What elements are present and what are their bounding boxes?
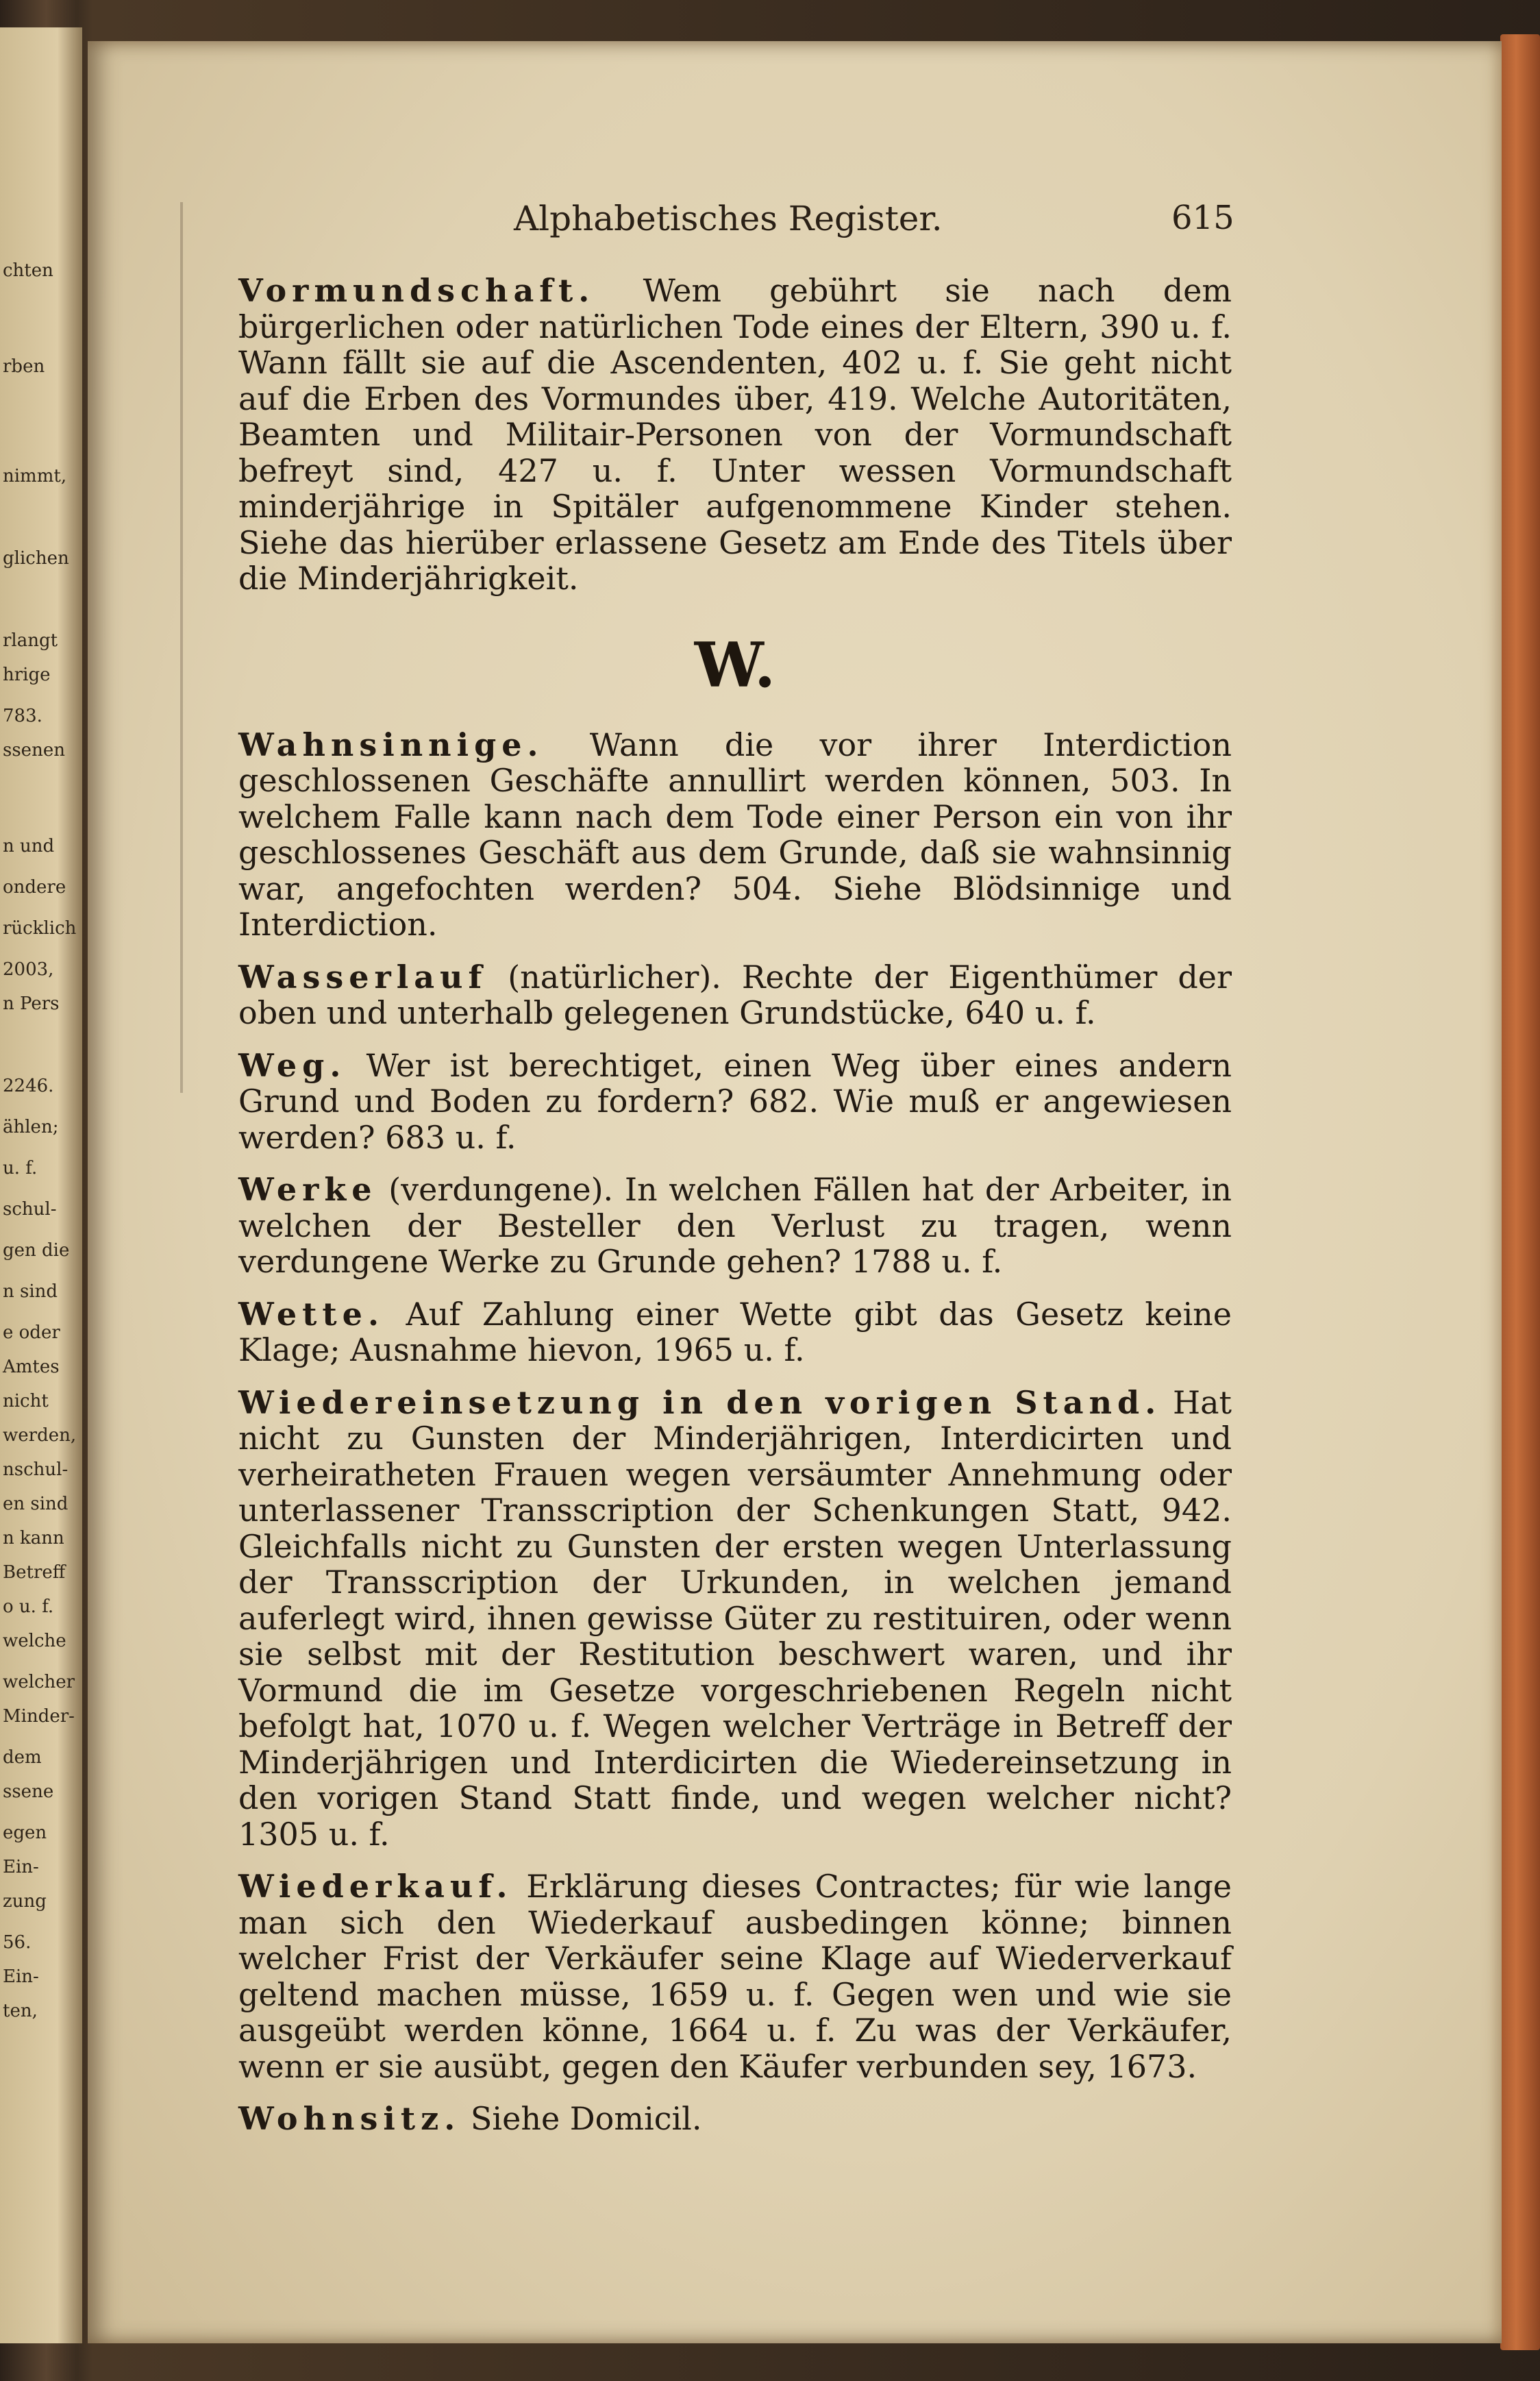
page-crease: [180, 202, 183, 1093]
register-entry: [238, 1296, 1232, 1368]
margin-fragment: glichen: [3, 548, 69, 569]
margin-fragment: o u. f.: [3, 1596, 54, 1617]
register-entry: [238, 1385, 1232, 1853]
margin-fragment: 56.: [3, 1932, 32, 1953]
entry-headword: Wasserlauf: [238, 958, 488, 996]
margin-fragment: ssenen: [3, 740, 65, 761]
margin-fragment: gen die: [3, 1240, 70, 1261]
margin-fragment: e oder: [3, 1322, 60, 1343]
margin-fragment: Amtes: [3, 1357, 60, 1377]
entry-body: Wem gebührt sie nach dem bürgerlichen oder natürlichen Tode eines der Eltern, 390 u. f. Wann fällt sie auf die Ascendenten, 402 u. f. Sie geht nicht auf die Erben des Vormundes über, 419. Welche Autoritäten, Beamten und Militair-Personen von der Vormundschaft befreyt sind, 427 u. f. Unter wessen Vormundschaft minderjährige in Spitäler aufgenommene Kinder stehen. Siehe das hierüber erlassene Gesetz am Ende des Titels über die Minderjährigkeit.: [238, 272, 1232, 597]
margin-fragment: hrige: [3, 665, 51, 685]
entry-body: (natürlicher). Rechte der Eigenthümer der oben und unterhalb gelegenen Grundstücke, 640 u. f.: [238, 958, 1232, 1031]
margin-fragment: dem: [3, 1747, 42, 1768]
margin-fragment: Ein-: [3, 1857, 39, 1877]
margin-fragment: zung: [3, 1891, 47, 1912]
margin-fragment: rben: [3, 356, 45, 377]
book-cover-edge: [1500, 34, 1540, 2350]
entry-body: Auf Zahlung einer Wette gibt das Gesetz keine Klage; Ausnahme hievon, 1965 u. f.: [238, 1295, 1232, 1368]
margin-fragment: welche: [3, 1631, 66, 1651]
entry-body: Hat nicht zu Gunsten der Minderjährigen, Interdicirten und verheiratheten Frauen wegen versäumter Annehmung oder unterlassener Transscription der Schenkungen Statt, 942. Gleichfalls nicht zu Gunsten der ersten wegen Unterlassung der Transscription der Urkunden, in welchen jemand auferlegt wird, ihnen gewisse Güter zu restituiren, oder wenn sie selbst mit der Restitution beschwert waren, und ihr Vormund die im Gesetze vorgeschriebenen Regeln nicht befolgt hat, 1070 u. f. Wegen welcher Verträge in Betreff der Minderjährigen und Interdicirten die Wiedereinsetzung in den vorigen Stand Statt finde, und wegen welcher nicht? 1305 u. f.: [238, 1383, 1232, 1853]
margin-fragment: n kann: [3, 1528, 64, 1549]
section-letter: W.: [694, 628, 776, 702]
entry-headword: Wiederkauf.: [238, 1868, 513, 1905]
margin-fragment: n und: [3, 836, 55, 856]
register-entry: [238, 959, 1232, 1031]
margin-fragment: ondere: [3, 877, 66, 898]
entry-body: Siehe Domicil.: [470, 2100, 702, 2137]
margin-fragment: ählen;: [3, 1117, 59, 1137]
margin-fragment: werden,: [3, 1425, 77, 1446]
entry-body: (verdungene). In welchen Fällen hat der Arbeiter, in welchen der Besteller den Verlust zu tragen, wenn verdungene Werke zu Grunde gehen? 1788 u. f.: [238, 1171, 1232, 1280]
margin-fragment: nicht: [3, 1391, 49, 1411]
margin-fragment: Minder-: [3, 1706, 75, 1727]
margin-fragment: nschul-: [3, 1459, 69, 1480]
margin-fragment: 783.: [3, 706, 42, 726]
margin-fragment: 2246.: [3, 1076, 54, 1096]
entry-headword: Wahnsinnige.: [238, 726, 544, 763]
previous-page-edge: [0, 27, 82, 2343]
margin-fragment: n Pers: [3, 994, 60, 1014]
page-title: Alphabetisches Register.: [514, 199, 943, 238]
register-entry: [238, 1048, 1232, 1156]
margin-fragment: Betreff: [3, 1562, 66, 1583]
entry-body: Wer ist berechtiget, einen Weg über eines andern Grund und Boden zu fordern? 682. Wie muß er angewiesen werden? 683 u. f.: [238, 1046, 1232, 1156]
margin-fragment: schul-: [3, 1199, 57, 1220]
margin-fragment: n sind: [3, 1281, 58, 1302]
margin-fragment: rücklich: [3, 918, 77, 939]
margin-fragment: rlangt: [3, 630, 58, 651]
margin-fragment: en sind: [3, 1494, 69, 1514]
register-entry: [238, 727, 1232, 943]
entry-body: Erklärung dieses Contractes; für wie lange man sich den Wiederkauf ausbedingen könne; binnen welcher Frist der Verkäufer seine Klage auf Wiederverkauf geltend machen müsse, 1659 u. f. Gegen wen und wie sie ausgeübt werden könne, 1664 u. f. Zu was der Verkäufer, wenn er sie ausübt, gegen den Käufer verbunden sey, 1673.: [238, 1868, 1232, 2085]
margin-fragment: nimmt,: [3, 466, 67, 486]
running-header: [514, 199, 1234, 247]
entry-headword: Weg.: [238, 1046, 347, 1084]
margin-fragment: Ein-: [3, 1966, 39, 1987]
entry-headword: Wohnsitz.: [238, 2100, 461, 2137]
entry-headword: Wiedereinsetzung in den vorigen Stand.: [238, 1383, 1162, 1421]
page-number: 615: [1171, 199, 1234, 237]
margin-fragment: welcher: [3, 1672, 75, 1692]
margin-fragment: u. f.: [3, 1158, 38, 1179]
margin-fragment: chten: [3, 260, 53, 281]
register-content: [238, 273, 1232, 2154]
register-entry: [238, 1172, 1232, 1280]
register-entry: [238, 1868, 1232, 2084]
entry-body: Wann die vor ihrer Interdiction geschlossenen Geschäfte annullirt werden können, 503. In welchem Falle kann nach dem Tode einer Person ein von ihr geschlossenes Geschäft aus dem Grunde, daß sie wahnsinnig war, angefochten werden? 504. Siehe Blödsinnige und Interdiction.: [238, 726, 1232, 943]
margin-fragment: egen: [3, 1823, 47, 1843]
entry-headword: Wette.: [238, 1295, 384, 1333]
margin-fragment: ssene: [3, 1781, 54, 1802]
entry-headword: Vormundschaft.: [238, 272, 595, 309]
register-entry: [238, 273, 1232, 597]
margin-fragment: 2003,: [3, 959, 54, 980]
entry-headword: Werke: [238, 1171, 377, 1208]
register-entry: [238, 2101, 1232, 2137]
margin-fragment: ten,: [3, 2001, 38, 2021]
